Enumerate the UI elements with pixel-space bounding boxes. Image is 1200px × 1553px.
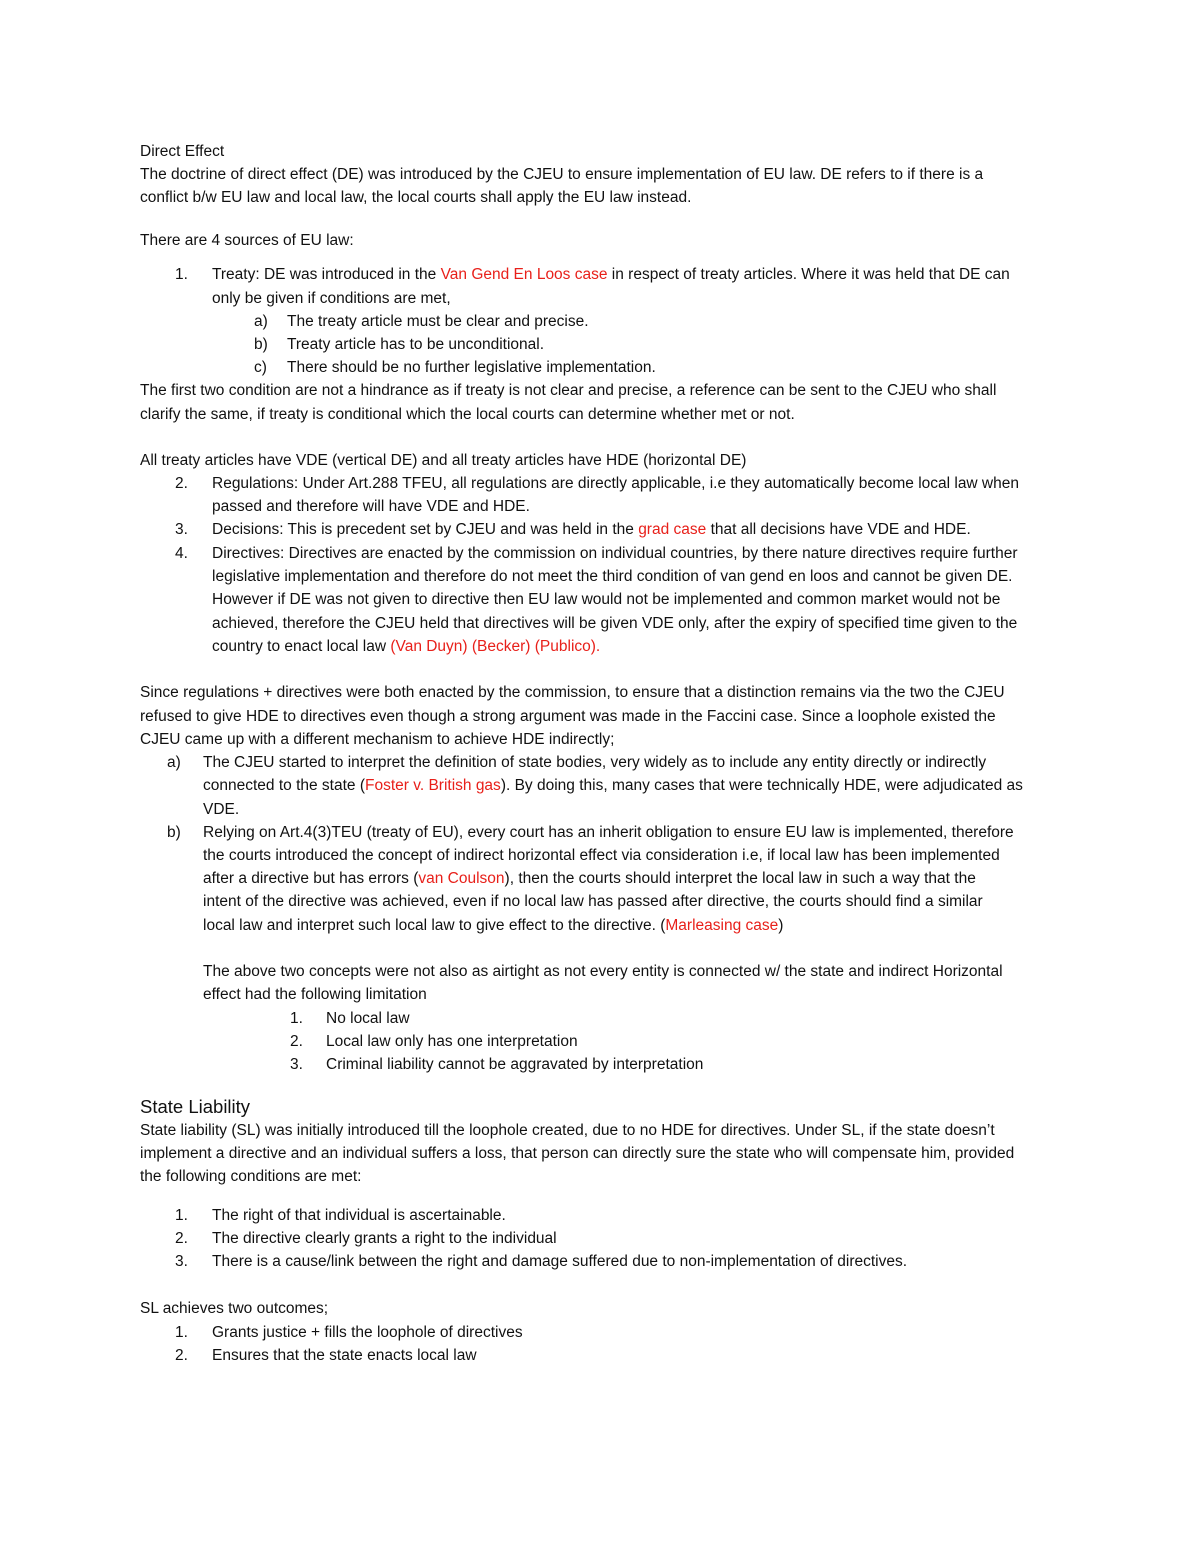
item2-line-2: passed and therefore will have VDE and HDE. (212, 498, 530, 515)
limitation-2-number: 2. (290, 1033, 303, 1050)
mechanism-a-line-3: VDE. (203, 801, 240, 818)
limitation-intro-line-1: The above two concepts were not also as airtight as not every entity is connected w/ the state and indirect Horizontal (203, 963, 1003, 980)
sl-condition-3-text: There is a cause/link between the right and damage suffered due to non-implementation of directives. (212, 1253, 908, 1270)
item3-line: Decisions: This is precedent set by CJEU and was held in the grad case that all decisions have VDE and HDE. (212, 521, 971, 538)
heading-direct-effect: Direct Effect (140, 143, 225, 160)
item4-number: 4. (175, 545, 188, 562)
item1-number: 1. (175, 266, 188, 283)
sl-outcome-1-number: 1. (175, 1324, 188, 1341)
mechanism-a-label: a) (167, 754, 181, 771)
limitation-3-text: Criminal liability cannot be aggravated by interpretation (326, 1056, 704, 1073)
sl-intro-line-3: the following conditions are met: (140, 1168, 362, 1185)
condition-b-label: b) (254, 336, 268, 353)
limitation-1-text: No local law (326, 1010, 410, 1027)
item2-line-1: Regulations: Under Art.288 TFEU, all regulations are directly applicable, i.e they automatically become local law when (212, 475, 1019, 492)
cases-van-duyn-becker-publico: (Van Duyn) (Becker) (Publico). (390, 638, 601, 655)
condition-b-text: Treaty article has to be unconditional. (287, 336, 545, 353)
after-conditions-line-1: The first two condition are not a hindrance as if treaty is not clear and precise, a reference can be sent to the CJEU who shall (140, 382, 997, 399)
mechanism-b-line-3: after a directive but has errors (van Coulson), then the courts should interpret the local law in such a way that the (203, 870, 976, 887)
sl-outcome-1-text: Grants justice + fills the loophole of directives (212, 1324, 523, 1341)
sl-intro-line-2: implement a directive and an individual suffers a loss, that person can directly sure the state who will compensate him, provided (140, 1145, 1015, 1162)
hde-intro-line-2: refused to give HDE to directives even though a strong argument was made in the Faccini case. Since a loophole existed the (140, 708, 996, 725)
sl-outcome-2-text: Ensures that the state enacts local law (212, 1347, 477, 1364)
mechanism-b-line-5: local law and interpret such local law to give effect to the directive. (Marleasing case) (203, 917, 784, 934)
limitation-3-number: 3. (290, 1056, 303, 1073)
limitation-1-number: 1. (290, 1010, 303, 1027)
after-conditions-line-2: clarify the same, if treaty is conditional which the local courts can determine whether met or not. (140, 406, 795, 423)
limitation-intro-line-2: effect had the following limitation (203, 986, 427, 1003)
item2-number: 2. (175, 475, 188, 492)
condition-c-text: There should be no further legislative implementation. (287, 359, 656, 376)
sources-intro: There are 4 sources of EU law: (140, 232, 354, 249)
case-marleasing: Marleasing case (665, 917, 779, 934)
treaty-summary: All treaty articles have VDE (vertical DE) and all treaty articles have HDE (horizontal DE) (140, 452, 747, 469)
case-grad: grad case (638, 521, 707, 538)
item3-number: 3. (175, 521, 188, 538)
hde-intro-line-1: Since regulations + directives were both enacted by the commission, to ensure that a distinction remains via the two the CJEU (140, 684, 1005, 701)
condition-a-label: a) (254, 313, 268, 330)
case-van-coulson: van Coulson (418, 870, 505, 887)
sl-condition-3-number: 3. (175, 1253, 188, 1270)
case-foster-v-british-gas: Foster v. British gas (365, 777, 501, 794)
item4-line-3: However if DE was not given to directive then EU law would not be implemented and common market would not be (212, 591, 1001, 608)
item4-line-5: country to enact local law (Van Duyn) (Becker) (Publico). (212, 638, 601, 655)
sl-outcomes-intro: SL achieves two outcomes; (140, 1300, 329, 1317)
mechanism-a-line-2: connected to the state (Foster v. British gas). By doing this, many cases that were technically HDE, were adjudicated as (203, 777, 1023, 794)
item1-line-2: only be given if conditions are met, (212, 290, 451, 307)
item4-line-1: Directives: Directives are enacted by the commission on individual countries, by there nature directives require further (212, 545, 1018, 562)
limitation-2-text: Local law only has one interpretation (326, 1033, 578, 1050)
mechanism-b-label: b) (167, 824, 181, 841)
hde-intro-line-3: CJEU came up with a different mechanism to achieve HDE indirectly; (140, 731, 615, 748)
sl-condition-2-number: 2. (175, 1230, 188, 1247)
sl-condition-1-number: 1. (175, 1207, 188, 1224)
item1-line-1: Treaty: DE was introduced in the Van Gend En Loos case in respect of treaty articles. Where it was held that DE can (212, 266, 1010, 283)
heading-state-liability: State Liability (140, 1096, 251, 1117)
intro-line-1: The doctrine of direct effect (DE) was introduced by the CJEU to ensure implementation of EU law. DE refers to if there is a (140, 166, 984, 183)
condition-a-text: The treaty article must be clear and precise. (287, 313, 589, 330)
condition-c-label: c) (254, 359, 267, 376)
mechanism-b-line-4: intent of the directive was achieved, even if no local law has passed after directive, the courts should find a similar (203, 893, 983, 910)
sl-condition-2-text: The directive clearly grants a right to the individual (212, 1230, 557, 1247)
sl-intro-line-1: State liability (SL) was initially introduced till the loophole created, due to no HDE for directives. Under SL, if the state doesn’t (140, 1122, 995, 1139)
mechanism-a-line-1: The CJEU started to interpret the definition of state bodies, very widely as to include any entity directly or indirectly (203, 754, 987, 771)
item4-line-4: achieved, therefore the CJEU held that directives will be given VDE only, after the expiry of specified time given to the (212, 615, 1018, 632)
case-van-gend-en-loos: Van Gend En Loos case (440, 266, 608, 283)
intro-line-2: conflict b/w EU law and local law, the local courts shall apply the EU law instead. (140, 189, 692, 206)
item4-line-2: legislative implementation and therefore do not meet the third condition of van gend en loos and cannot be given DE. (212, 568, 1013, 585)
mechanism-b-line-1: Relying on Art.4(3)TEU (treaty of EU), every court has an inherit obligation to ensure EU law is implemented, therefore (203, 824, 1014, 841)
mechanism-b-line-2: the courts introduced the concept of indirect horizontal effect via consideration i.e, if local law has been implemented (203, 847, 1000, 864)
sl-outcome-2-number: 2. (175, 1347, 188, 1364)
sl-condition-1-text: The right of that individual is ascertainable. (212, 1207, 506, 1224)
